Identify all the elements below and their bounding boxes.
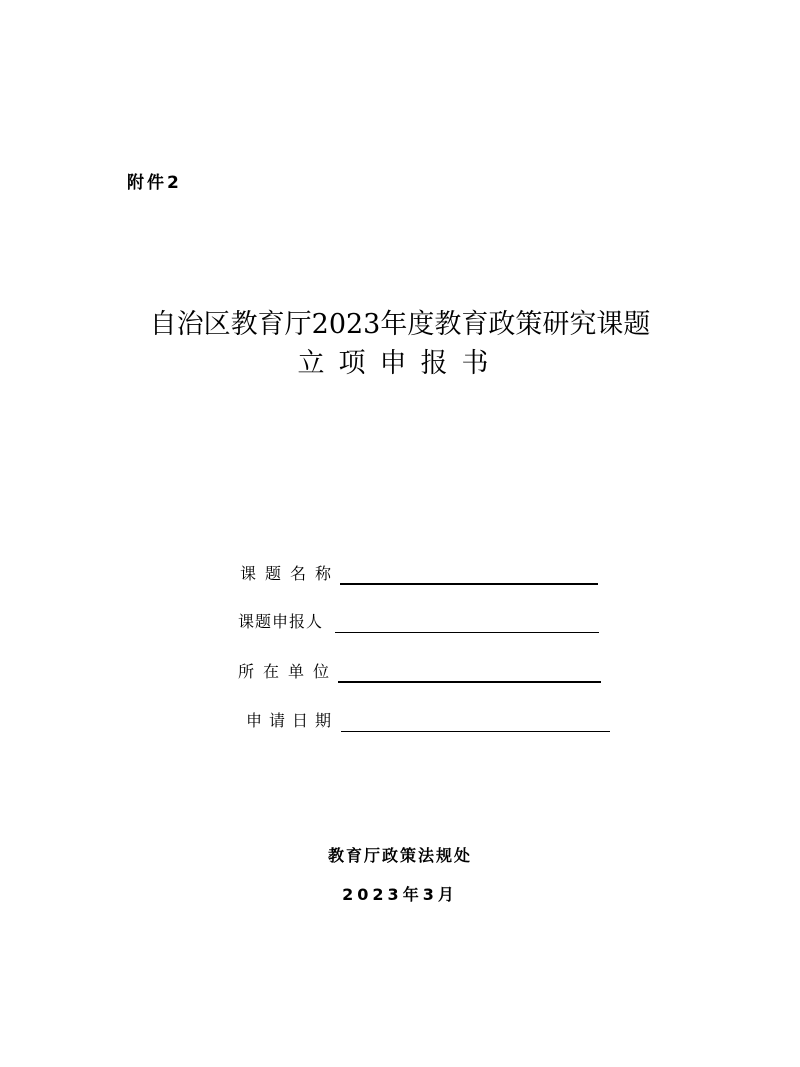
blank-line-applicant[interactable] bbox=[335, 632, 599, 633]
blank-line-application-date[interactable] bbox=[341, 731, 610, 732]
issuing-department: 教育厅政策法规处 bbox=[327, 846, 472, 865]
field-project-name bbox=[240, 563, 620, 589]
field-label-application-date: 申请日期 bbox=[246, 711, 339, 730]
field-organization bbox=[238, 661, 618, 687]
field-application-date bbox=[246, 710, 626, 736]
issue-date: 2023年3月 bbox=[342, 885, 458, 904]
blank-line-project-name[interactable] bbox=[340, 583, 598, 585]
field-applicant bbox=[238, 611, 618, 637]
document-title: 自治区教育厅2023年度教育政策研究课题 bbox=[149, 309, 651, 340]
field-label-organization: 所在单位 bbox=[238, 662, 339, 681]
blank-line-organization[interactable] bbox=[338, 681, 601, 683]
document-subtitle: 立项申报书 bbox=[297, 348, 503, 379]
attachment-label: 附件2 bbox=[127, 173, 182, 193]
field-label-applicant: 课题申报人 bbox=[238, 612, 324, 631]
field-label-project-name: 课题名称 bbox=[240, 564, 341, 583]
